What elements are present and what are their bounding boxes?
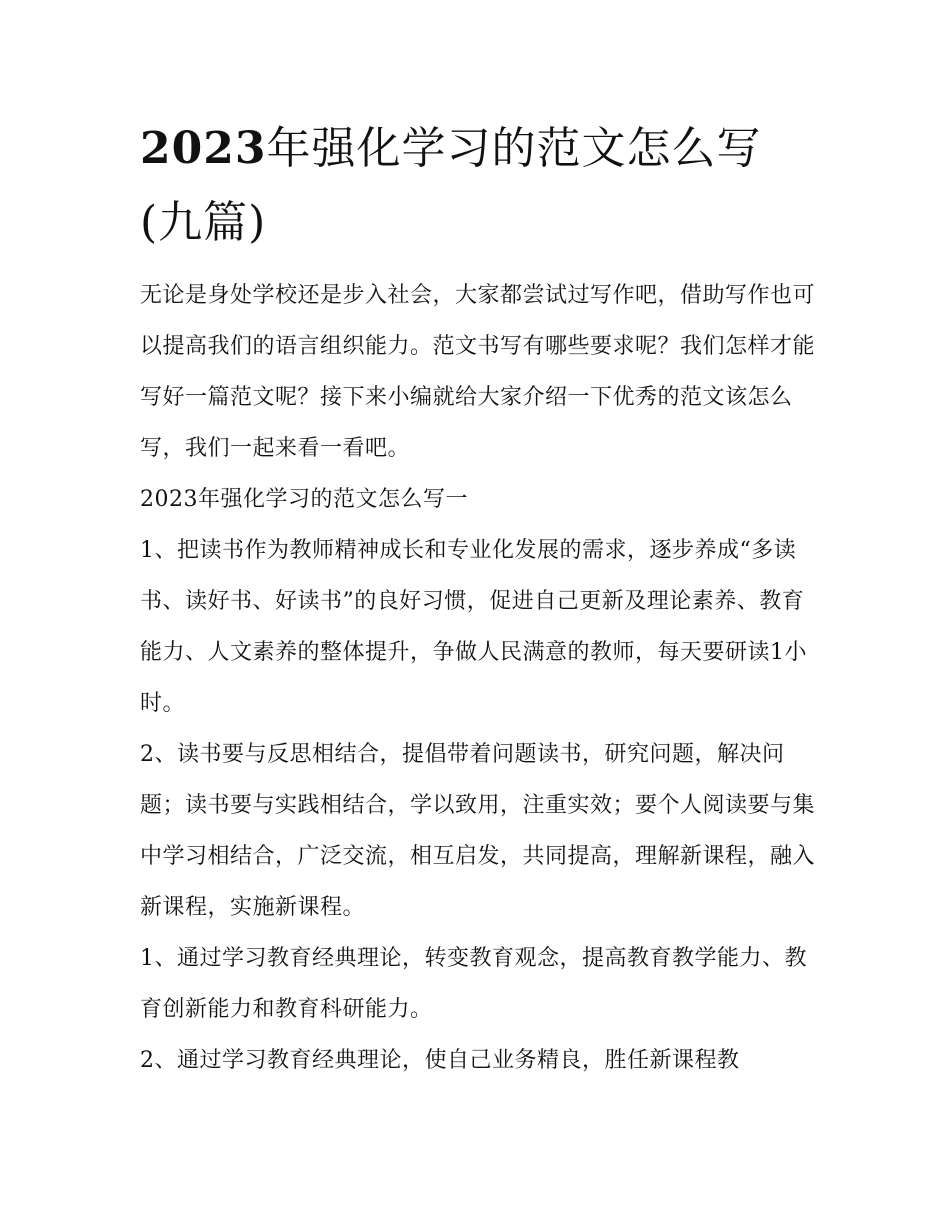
- document-title: [140, 112, 820, 260]
- body-paragraph: 2、读书要与反思相结合，提倡带着问题读书，研究问题，解决问题；读书要与实践相结合，学以致用，注重实效；要个人阅读要与集中学习相结合，广泛交流，相互启发，共同提高，理解新课程，融入新课程，实施新课程。: [140, 742, 816, 920]
- body-paragraph: 2、通过学习教育经典理论，使自己业务精良，胜任新课程教: [140, 1048, 740, 1073]
- title-year: 2023: [140, 123, 267, 174]
- document-page: [140, 112, 820, 1086]
- section-heading: 2023年强化学习的范文怎么写一: [140, 487, 468, 512]
- title-text: 年强化学习的范文怎么写(九篇): [140, 123, 762, 248]
- body-paragraph: 1、把读书作为教师精神成长和专业化发展的需求，逐步养成“多读书、读好书、好读书”的良好习惯，促进自己更新及理论素养、教育能力、人文素养的整体提升，争做人民满意的教师，每天要研读1小时。: [140, 538, 807, 716]
- body-paragraph: 1、通过学习教育经典理论，转变教育观念，提高教育教学能力、教育创新能力和教育科研能力。: [140, 946, 807, 1022]
- intro-paragraph: 无论是身处学校还是步入社会，大家都尝试过写作吧，借助写作也可以提高我们的语言组织能力。范文书写有哪些要求呢？我们怎样才能写好一篇范文呢？接下来小编就给大家介绍一下优秀的范文该怎么写，我们一起来看一看吧。: [140, 283, 816, 461]
